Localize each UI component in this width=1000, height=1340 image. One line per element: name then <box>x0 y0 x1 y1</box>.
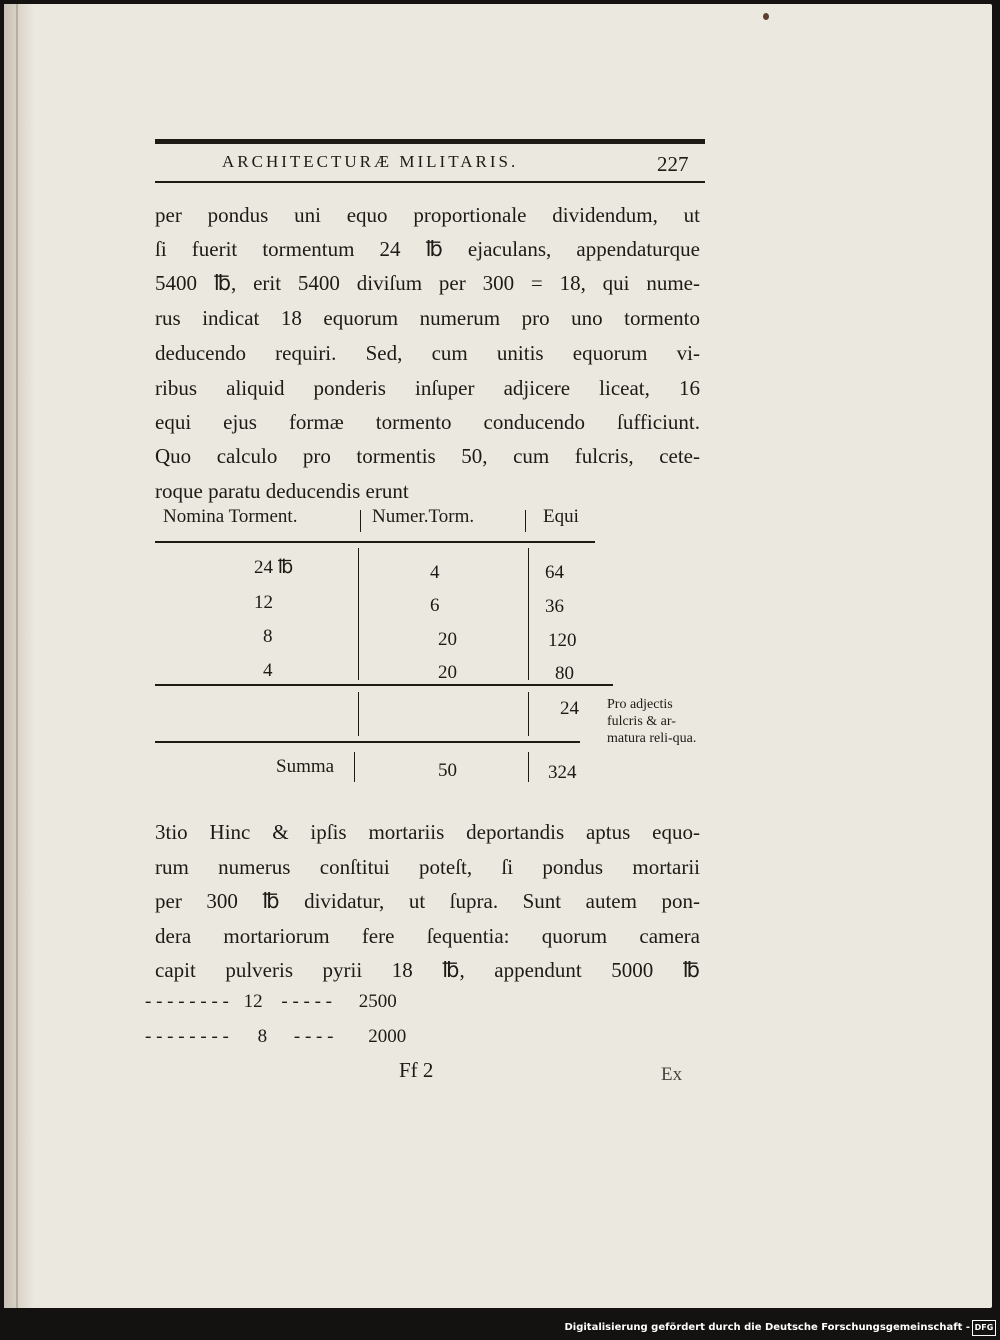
column-divider <box>358 692 359 736</box>
ink-spot <box>763 13 769 20</box>
running-head: ARCHITECTURÆ MILITARIS. <box>222 152 519 171</box>
body-line: rum numerus conſtitui poteſt, ſi pondus mortarii <box>155 855 700 879</box>
signature-mark: Ff 2 <box>399 1058 434 1082</box>
table-cell: 8 <box>263 626 273 647</box>
table-header-equi: Equi <box>543 506 579 527</box>
body-line: 5400 ℔, erit 5400 diviſum per 300 = 18, qui nume- <box>155 271 700 295</box>
scan-credit-text: Digitalisierung gefördert durch die Deutsche Forschungsgemeinschaft - <box>564 1322 970 1333</box>
body-line: per pondus uni equo proportionale dividendum, ut <box>155 203 700 227</box>
weight-value: 2500 <box>358 991 397 1012</box>
dash-row <box>145 1026 406 1048</box>
table-header-rule <box>155 541 595 543</box>
body-line: per 300 ℔ dividatur, ut ſupra. Sunt autem pon- <box>155 889 700 913</box>
charge-value: 8 <box>257 1026 268 1047</box>
table-cell: 64 <box>545 562 564 583</box>
sum-label: Summa <box>276 756 335 777</box>
dash-leader: - - - - <box>293 1026 334 1047</box>
table-cell: 24 ℔ <box>254 557 294 578</box>
column-divider <box>528 692 529 736</box>
catchword: Ex <box>661 1064 683 1085</box>
header-divider <box>525 510 526 532</box>
weight-value: 2000 <box>368 1026 407 1047</box>
gutter-line <box>16 4 18 1308</box>
table-header-numer: Numer.Torm. <box>372 506 475 527</box>
table-cell: 20 <box>438 662 457 683</box>
column-divider <box>528 752 529 782</box>
table-sum-rule <box>155 741 580 743</box>
dash-leader: - - - - - <box>281 991 333 1012</box>
table-cell: 12 <box>254 592 273 613</box>
body-line: capit pulveris pyrii 18 ℔, appendunt 5000 ℔ <box>155 958 700 982</box>
body-line: roque paratu deducendis erunt <box>155 479 409 503</box>
page-binding-shadow <box>4 4 34 1308</box>
header-rule-top <box>155 139 705 144</box>
column-divider <box>528 548 529 680</box>
table-cell: 36 <box>545 596 564 617</box>
body-line: 3tio Hinc & ipſis mortariis deportandis aptus equo- <box>155 820 700 844</box>
body-line: ribus aliquid ponderis inſuper adjicere liceat, 16 <box>155 376 700 400</box>
header-divider <box>360 510 361 532</box>
table-cell: 4 <box>430 562 440 583</box>
table-cell: 6 <box>430 595 440 616</box>
charge-value: 12 <box>243 991 263 1012</box>
table-cell-extra: 24 <box>560 698 579 719</box>
column-divider <box>354 752 355 782</box>
dash-row <box>145 991 397 1013</box>
dash-leader: - - - - - - - - <box>145 1026 229 1047</box>
dash-leader: - - - - - - - - <box>145 991 229 1012</box>
body-line: deducendo requiri. Sed, cum unitis equorum vi- <box>155 341 700 365</box>
table-cell: 20 <box>438 629 457 650</box>
header-rule-bottom <box>155 181 705 183</box>
table-cell: 4 <box>263 660 273 681</box>
body-line: equi ejus formæ tormento conducendo ſufficiunt. <box>155 410 700 434</box>
page-number: 227 <box>657 152 689 176</box>
table-header-nomina: Nomina Torment. <box>163 506 298 527</box>
dfg-logo: DFG <box>972 1320 996 1336</box>
table-cell: 120 <box>548 630 577 651</box>
table-side-note: Pro adjectis fulcris & ar-matura reli-qua. <box>607 697 697 746</box>
sum-equi: 324 <box>548 762 577 783</box>
column-divider <box>358 548 359 680</box>
sum-torm: 50 <box>438 760 457 781</box>
body-line: rus indicat 18 equorum numerum pro uno tormento <box>155 306 700 330</box>
body-line: dera mortariorum fere ſequentia: quorum camera <box>155 924 700 948</box>
body-line: ſi fuerit tormentum 24 ℔ ejaculans, appendaturque <box>155 237 700 261</box>
table-subtotal-rule <box>155 684 613 686</box>
body-line: Quo calculo pro tormentis 50, cum fulcris, cete- <box>155 444 700 468</box>
table-cell: 80 <box>555 663 574 684</box>
